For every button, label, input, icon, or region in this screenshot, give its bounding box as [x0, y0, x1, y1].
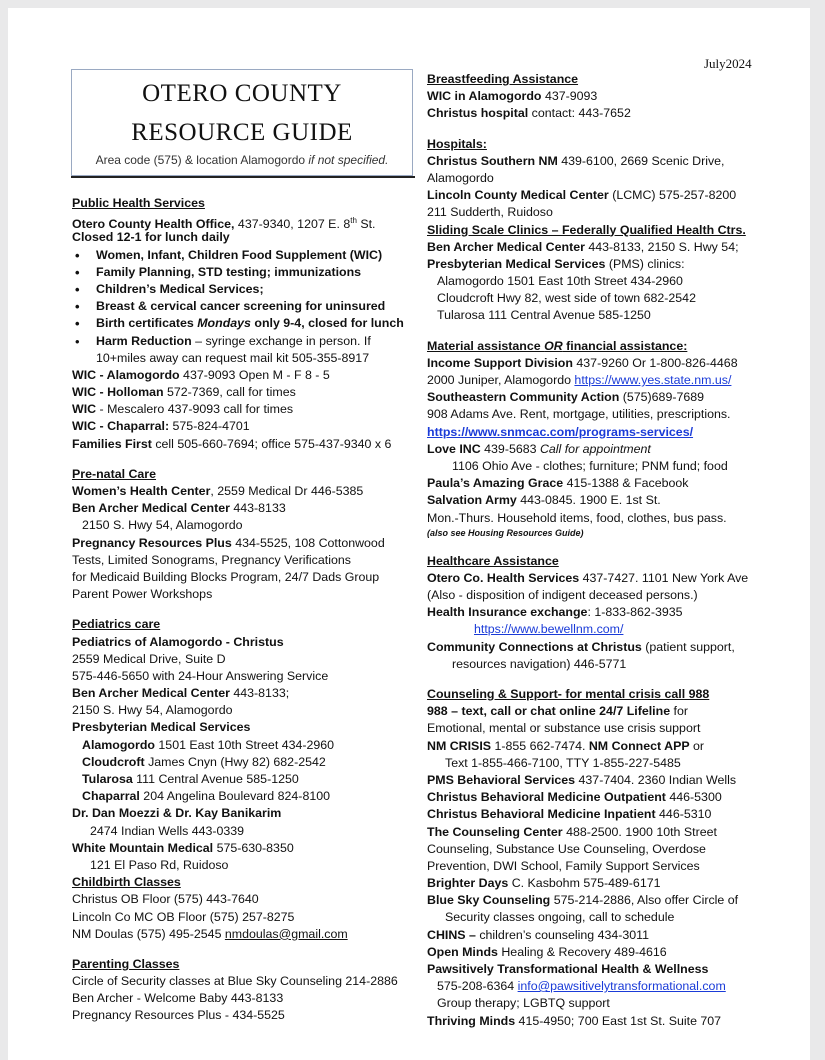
- listing-line: Lincoln County Medical Center (LCMC) 575-257-8200: [427, 188, 737, 203]
- listing-line: Christus OB Floor (575) 443-7640: [72, 892, 259, 907]
- listing-line: Otero Co. Health Services 437-7427. 1101 New York Ave: [427, 570, 749, 585]
- resource-guide-page: [8, 8, 810, 1060]
- listing-line: Christus hospital contact: 443-7652: [427, 106, 631, 121]
- listing-line: WIC - Alamogordo 437-9093 Open M - F 8 - 5: [72, 367, 330, 382]
- listing-address: 1106 Ohio Ave - clothes; furniture; PNM fund; food: [452, 458, 728, 473]
- listing-address: 211 Sudderth, Ruidoso: [427, 205, 553, 220]
- closed-lunch-line: Closed 12-1 for lunch daily: [72, 230, 230, 245]
- listing-line: NM CRISIS 1-855 662-7474. NM Connect APP or: [427, 738, 705, 753]
- doulas-email-link[interactable]: nmdoulas@gmail.com: [224, 926, 348, 941]
- title-line-2: RESOURCE GUIDE: [131, 119, 353, 146]
- title-subtitle: Area code (575) & location Alamogordo if not specified.: [95, 153, 389, 167]
- listing-line: Thriving Minds 415-4950; 700 East 1st St. Suite 707: [427, 1013, 722, 1028]
- yes-state-link[interactable]: https://www.yes.state.nm.us/: [574, 373, 732, 387]
- listing-detail: (Also - disposition of indigent deceased persons.): [427, 588, 698, 603]
- listing-line: Blue Sky Counseling 575-214-2886, Also offer Circle of: [427, 893, 739, 908]
- listing-line: Brighter Days C. Kasbohm 575-489-6171: [427, 876, 661, 891]
- listing-line: Circle of Security classes at Blue Sky Counseling 214-2886: [72, 974, 398, 989]
- section-heading-breastfeeding: Breastfeeding Assistance: [427, 72, 579, 86]
- service-bullet: • Harm Reduction – syringe exchange in person. If: [72, 333, 404, 350]
- listing-detail: Prevention, DWI School, Family Support Services: [427, 858, 700, 873]
- listing-detail: 908 Adams Ave. Rent, mortgage, utilities, prescriptions.: [427, 407, 731, 422]
- listing-line: WIC - Mescalero 437-9093 call for times: [72, 402, 294, 417]
- listing-line: White Mountain Medical 575-630-8350: [72, 840, 294, 855]
- right-column: [427, 71, 748, 1030]
- listing-line: Community Connections at Christus (patient support,: [427, 639, 735, 654]
- listing-line: NM Doulas (575) 495-2545 nmdoulas@gmail.com: [72, 926, 348, 941]
- listing-line: Health Insurance exchange: 1-833-862-3935: [427, 605, 683, 620]
- listing-line: Ben Archer Medical Center 443-8133;: [72, 686, 290, 701]
- clinic-line: Alamogordo 1501 East 10th Street 434-2960: [437, 274, 683, 289]
- service-bullet-continuation: 10+miles away can request mail kit 505-355-8917: [96, 350, 370, 365]
- listing-line: PMS Behavioral Services 437-7404. 2360 Indian Wells: [427, 772, 737, 787]
- listing-address: 2000 Juniper, Alamogordo https://www.yes.state.nm.us/: [427, 373, 732, 387]
- listing-detail: Mon.-Thurs. Household items, food, clothes, bus pass.: [427, 510, 727, 525]
- snmcac-link[interactable]: https://www.snmcac.com/programs-services/: [427, 424, 694, 439]
- section-heading-counseling: Counseling & Support- for mental crisis call 988: [427, 687, 710, 701]
- listing-address: 2474 Indian Wells 443-0339: [90, 823, 245, 838]
- listing-line: Families First cell 505-660-7694; office 575-437-9340 x 6: [72, 436, 392, 451]
- section-heading-material: Material assistance OR financial assistance:: [427, 338, 688, 353]
- listing-detail: for Medicaid Building Blocks Program, 24/7 Dads Group: [72, 569, 380, 584]
- listing-line: Paula’s Amazing Grace 415-1388 & Facebook: [427, 476, 689, 491]
- clinic-line: Tularosa 111 Central Avenue 585-1250: [437, 308, 651, 323]
- clinic-line: Tularosa 111 Central Avenue 585-1250: [82, 772, 299, 786]
- listing-detail: Tests, Limited Sonograms, Pregnancy Verifications: [72, 552, 351, 567]
- service-bullet: • Children’s Medical Services;: [72, 281, 404, 298]
- section-heading-childbirth: Childbirth Classes: [72, 875, 181, 890]
- listing-line: The Counseling Center 488-2500. 1900 10th Street: [427, 824, 717, 839]
- listing-name: Dr. Dan Moezzi & Dr. Kay Banikarim: [72, 806, 282, 821]
- bewellnm-link[interactable]: https://www.bewellnm.com/: [474, 622, 624, 637]
- listing-address: 2150 S. Hwy 54, Alamogordo: [72, 703, 233, 718]
- listing-line: CHINS – children’s counseling 434-3011: [427, 927, 650, 942]
- listing-line: Lincoln Co MC OB Floor (575) 257-8275: [72, 909, 295, 924]
- section-heading-public-health: Public Health Services: [72, 196, 205, 210]
- bewellnm-link-line: [427, 621, 748, 638]
- listing-name: Pawsitively Transformational Health & Wellness: [427, 962, 709, 976]
- listing-detail: Emotional, mental or substance use crisis support: [427, 721, 701, 736]
- clinic-line: Alamogordo 1501 East 10th Street 434-2960: [82, 737, 335, 752]
- listing-detail: Text 1-855-466-7100, TTY 1-855-227-5485: [445, 755, 681, 770]
- section-heading-hospitals: Hospitals:: [427, 136, 487, 151]
- service-bullet: • Birth certificates Mondays only 9-4, closed for lunch: [72, 315, 404, 332]
- service-bullet: • Breast & cervical cancer screening for uninsured: [72, 298, 404, 315]
- left-column: [72, 195, 404, 1025]
- listing-detail: Group therapy; LGBTQ support: [437, 996, 610, 1011]
- listing-line: 575-208-6364 info@pawsitivelytransformational.com: [437, 979, 726, 994]
- listing-line: WIC - Holloman 572-7369, call for times: [72, 385, 296, 400]
- section-heading-healthcare: Healthcare Assistance: [427, 553, 559, 568]
- listing-line: Love INC 439-5683 Call for appointment: [427, 441, 651, 456]
- listing-detail: Counseling, Substance Use Counseling, Overdose: [427, 841, 706, 856]
- listing-line: Ben Archer Medical Center 443-8133: [72, 501, 286, 516]
- pawsitively-email-link[interactable]: info@pawsitivelytransformational.com: [517, 979, 726, 994]
- listing-name: Pediatrics of Alamogordo - Christus: [72, 634, 284, 649]
- listing-line: Ben Archer - Welcome Baby 443-8133: [72, 991, 284, 1006]
- section-heading-pediatrics: Pediatrics care: [72, 617, 161, 632]
- listing-line: Southeastern Community Action (575)689-7689: [427, 390, 705, 405]
- housing-guide-note: (also see Housing Resources Guide): [427, 527, 584, 538]
- listing-line: Open Minds Healing & Recovery 489-4616: [427, 944, 667, 959]
- title-line-1: OTERO COUNTY: [142, 80, 342, 107]
- listing-line: Presbyterian Medical Services (PMS) clinics:: [427, 256, 685, 271]
- listing-address: 2150 S. Hwy 54, Alamogordo: [82, 518, 243, 533]
- listing-line: Income Support Division 437-9260 Or 1-800-826-4468: [427, 355, 738, 370]
- listing-line: Salvation Army 443-0845. 1900 E. 1st St.: [427, 493, 661, 508]
- listing-address: Alamogordo: [427, 170, 494, 185]
- listing-line: Women’s Health Center, 2559 Medical Dr 446-5385: [72, 484, 364, 498]
- clinic-line: Chaparral 204 Angelina Boulevard 824-8100: [82, 789, 331, 804]
- section-heading-sliding-scale: Sliding Scale Clinics – Federally Qualified Health Ctrs.: [427, 222, 746, 237]
- service-bullet: • Family Planning, STD testing; immunizations: [72, 264, 404, 281]
- listing-address: 121 El Paso Rd, Ruidoso: [90, 857, 229, 872]
- listing-detail: Parent Power Workshops: [72, 587, 213, 602]
- listing-line: Christus Behavioral Medicine Outpatient 446-5300: [427, 790, 722, 805]
- listing-line: Christus Behavioral Medicine Inpatient 446-5310: [427, 807, 712, 822]
- listing-line: Christus Southern NM 439-6100, 2669 Scenic Drive,: [427, 153, 725, 168]
- listing-line: Pregnancy Resources Plus - 434-5525: [72, 1008, 285, 1023]
- listing-line: WIC - Chaparral: 575-824-4701: [72, 419, 250, 434]
- listing-line: Pregnancy Resources Plus 434-5525, 108 Cottonwood: [72, 535, 385, 550]
- listing-name: Presbyterian Medical Services: [72, 720, 251, 735]
- document-date: July2024: [704, 56, 752, 71]
- listing-detail: resources navigation) 446-5771: [452, 656, 627, 671]
- service-bullet: • Women, Infant, Children Food Supplement (WIC): [72, 247, 404, 264]
- title-divider: [71, 176, 415, 178]
- section-heading-parenting: Parenting Classes: [72, 956, 180, 971]
- listing-address: 2559 Medical Drive, Suite D: [72, 651, 226, 666]
- clinic-line: Cloudcroft James Cnyn (Hwy 82) 682-2542: [82, 754, 326, 769]
- listing-detail: 575-446-5650 with 24-Hour Answering Service: [72, 668, 329, 683]
- listing-line: 988 – text, call or chat online 24/7 Lifeline for: [427, 704, 688, 719]
- section-heading-prenatal: Pre-natal Care: [72, 466, 157, 481]
- health-office-line: Otero County Health Office, 437-9340, 1207 E. 8th St.: [72, 216, 376, 232]
- listing-line: WIC in Alamogordo 437-9093: [427, 89, 598, 104]
- listing-line: Ben Archer Medical Center 443-8133, 2150 S. Hwy 54;: [427, 239, 739, 254]
- listing-detail: Security classes ongoing, call to schedule: [445, 910, 675, 925]
- clinic-line: Cloudcroft Hwy 82, west side of town 682-2542: [437, 291, 696, 306]
- title-box: [71, 69, 413, 176]
